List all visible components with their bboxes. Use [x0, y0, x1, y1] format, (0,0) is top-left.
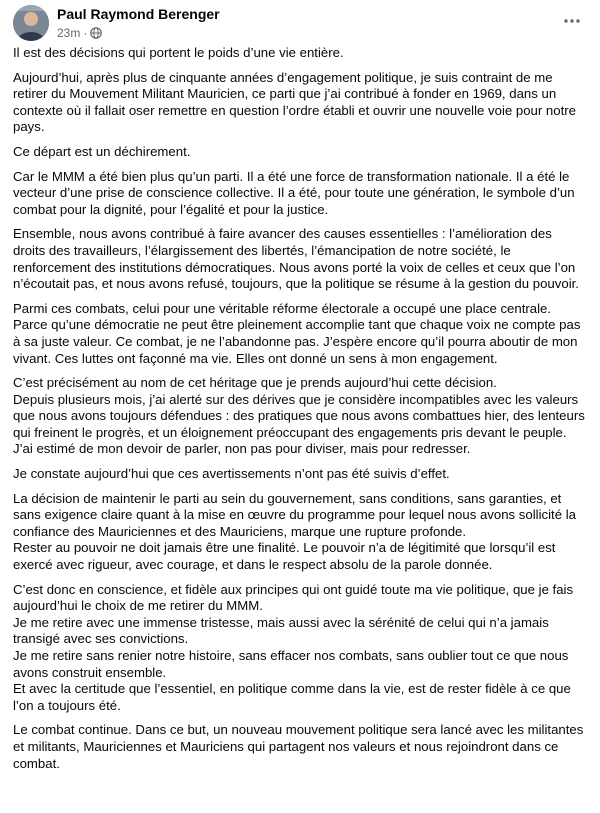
- post-text-line: Je constate aujourd’hui que ces avertissements n’ont pas été suivis d’effet.: [13, 466, 450, 482]
- post-paragraph: [13, 301, 586, 367]
- avatar[interactable]: [13, 5, 49, 41]
- post-text-line: Il est des décisions qui portent le poids d’une vie entière.: [13, 45, 344, 60]
- post-text-line: Aujourd’hui, après plus de cinquante années d’engagement politique, je suis contraint de me retirer du Mouvement Militant Mauricien, ce parti que j’ai contribué à fonder en 1969, dans un contexte où il fallait oser remettre en question l’ordre établi et ouvrir une nouvelle voie pour notre pays.: [13, 69, 576, 135]
- post-paragraph: [13, 466, 586, 483]
- post-text-line: La décision de maintenir le parti au sein du gouvernement, sans conditions, sans garanties, et sans exigence claire quant à la mise en œuvre du programme pour lequel nous avons sollicité la confiance des Mauriciennes et des Mauriciens, marque une rupture profonde.: [13, 490, 576, 539]
- post-text-line: C’est donc en conscience, et fidèle aux principes qui ont guidé toute ma vie politique, que je fais aujourd’hui le choix de me retirer du MMM.: [13, 581, 574, 614]
- post-paragraph: [13, 491, 586, 574]
- post-text-line: Depuis plusieurs mois, j’ai alerté sur des dérives que je considère incompatibles avec les valeurs que nous avons toujours défendues : des pratiques que nous avons combattues hier, des lenteurs qui freinent le progrès, et un éloignement préoccupant des engagements pris devant le peuple.: [13, 391, 585, 440]
- post-text-line: Parmi ces combats, celui pour une véritable réforme électorale a occupé une place centrale. Parce qu’une démocratie ne peut être pleinement accomplie tant que chaque voix ne compte pas à sa juste valeur. Ce combat, je ne l’abandonne pas. J’espère encore qu’il pourra aboutir de mon vivant. Ces luttes ont façonné ma vie. Elles ont donné un sens à mon engagement.: [13, 300, 581, 366]
- post-text-line: Je me retire sans renier notre histoire, sans effacer nos combats, sans oublier tout ce que nous avons construit ensemble.: [13, 648, 569, 680]
- post-meta: [57, 26, 102, 40]
- post-text-line: Ensemble, nous avons contribué à faire avancer des causes essentielles : l’amélioration des droits des travailleurs, l’élargissement des libertés, l’émancipation de notre société, le renforcement des institutions démocratiques. Nous avons porté la voix de celles et ceux que l’on n’écoutait pas, et nous avons refusé, toujours, que la politique se résume à la gestion du pouvoir.: [13, 226, 579, 292]
- post-text-line: Et avec la certitude que l’essentiel, en politique comme dans la vie, est de rester fidèle à ce que l’on a toujours été.: [13, 681, 571, 713]
- post-text-line: Rester au pouvoir ne doit jamais être une finalité. Le pouvoir n’a de légitimité que lorsqu’il est exercé avec rigueur, avec courage, et dans le respect absolu de la parole donnée.: [13, 540, 556, 573]
- post-paragraph: [13, 582, 586, 715]
- post-paragraph: [13, 169, 586, 219]
- post-paragraph: [13, 144, 586, 161]
- post-paragraph: [13, 70, 586, 136]
- post-text-line: J’ai estimé de mon devoir de parler, non pas pour diviser, mais pour redresser.: [13, 441, 471, 457]
- more-options-icon: [563, 11, 581, 29]
- post-body: [13, 45, 586, 772]
- post-paragraph: [13, 45, 586, 62]
- post-paragraph: [13, 226, 586, 292]
- post-text-line: Ce départ est un déchirement.: [13, 143, 191, 159]
- post-text-line: Car le MMM a été bien plus qu’un parti. Il a été une force de transformation nationale. Il a été le vecteur d’une prise de conscience collective. Il a été, pour toute une génération, le symbole d’un combat pour la dignité, pour l’égalité et pour la justice.: [13, 168, 575, 217]
- post-time[interactable]: 23m: [57, 26, 81, 40]
- post-text-line: Je me retire avec une immense tristesse, mais aussi avec la sérénité de celui qui n’a jamais transigé avec ses convictions.: [13, 614, 549, 647]
- post-header: [13, 0, 586, 45]
- post-paragraph: [13, 375, 586, 458]
- more-options-button[interactable]: [558, 8, 586, 32]
- meta-separator: ·: [83, 26, 88, 40]
- post-text-line: Le combat continue. Dans ce but, un nouveau mouvement politique sera lancé avec les militantes et militants, Mauriciennes et Mauriciens qui partagent nos valeurs et nous rejoindront dans ce combat.: [13, 722, 584, 771]
- post-paragraph: [13, 722, 586, 772]
- author-name[interactable]: Paul Raymond Berenger: [57, 6, 220, 22]
- post-text-line: C’est précisément au nom de cet héritage que je prends aujourd’hui cette décision.: [13, 375, 497, 391]
- globe-icon[interactable]: [90, 27, 102, 39]
